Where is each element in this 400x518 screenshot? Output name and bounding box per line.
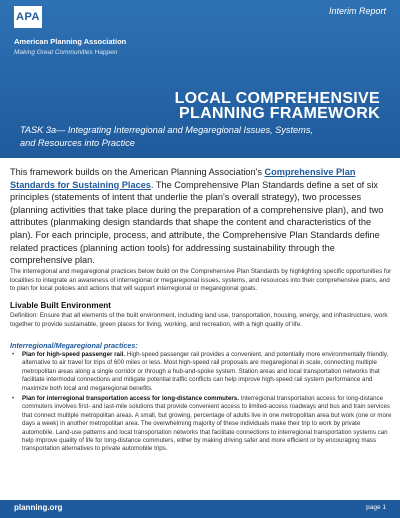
- tagline: Making Great Communities Happen: [14, 49, 118, 56]
- bullet-icon: •: [12, 351, 15, 358]
- practices-list: [10, 351, 392, 456]
- footer-bar: [0, 500, 400, 518]
- practices-paragraph: The interregional and megaregional practices below build on the Comprehensive Plan Standards by highlighting specific opportunities for localities to integrate an awareness of interregional or megaregional issues, systems, and resources into their comprehensive plans, and to plan for local policies and actions that will support interregional or megaregional goals.: [10, 268, 392, 293]
- subtitle-line-2: and Resources into Practice: [20, 137, 135, 148]
- list-item-title: Plan for high-speed passenger rail.: [22, 351, 126, 358]
- title-line-1: LOCAL COMPREHENSIVE: [174, 90, 380, 107]
- practices-subheading: Interregional/Megaregional practices:: [10, 341, 138, 350]
- page-subtitle: [20, 124, 390, 149]
- intro-paragraph: [10, 166, 392, 267]
- title-line-2: PLANNING FRAMEWORK: [179, 104, 380, 122]
- subtitle-line-1: TASK 3a— Integrating Interregional and Megaregional Issues, Systems,: [20, 125, 313, 135]
- intro-text-before: This framework builds on the American Planning Association's: [10, 167, 265, 177]
- section-title: Livable Built Environment: [10, 301, 111, 310]
- list-item: [10, 395, 392, 454]
- list-item: [10, 351, 392, 393]
- standards-link[interactable]: Comprehensive Plan Standards for Sustaining Places: [10, 167, 356, 190]
- list-item-text: High-speed passenger rail provides a convenient, and potentially more environmentally friendly, alternative to air travel for trips of 600 miles or less. Most high-speed rail proposals are megaregional in scale, connecting multiple metropolitan areas along a single corridor or through a hub-and-spoke system. Station areas and local transportation networks that facilitate intermodal connections and mitigate potential traffic conflicts can help improve high-speed rail system performance and maximize both local and megaregional benefits.: [22, 351, 389, 392]
- list-item-title: Plan for interregional transportation access for long-distance commuters.: [22, 395, 239, 403]
- page-number: page 1: [366, 504, 386, 511]
- footer-url[interactable]: planning.org: [14, 503, 63, 512]
- bullet-icon: •: [12, 395, 15, 403]
- apa-logo: APA: [14, 6, 42, 28]
- organization-name: American Planning Association: [14, 37, 127, 46]
- header-band: [0, 0, 400, 158]
- report-label: Interim Report: [328, 6, 386, 16]
- page-title: [80, 92, 380, 121]
- list-item-text: Interregional transportation access for long-distance commuters involves first- and last-mile solutions that provide convenient access to limited-access roadways and bus and train services that connect multiple metropolitan areas. A small, but growing, percentage of adults live in one metropolitan area but work (one or more days a week) in another metropolitan area. The overwhelming majority of these individuals make their trip to work by private automobile. Land-use patterns and local transportation networks that facilitate connections to interregional transportation systems can help improve quality of life for long-distance commuters, either by making driving safer and more efficient or by encouraging mass transportation alternatives to private automobile trips.: [22, 395, 392, 453]
- section-definition: Definition: Ensure that all elements of the built environment, including land use, transportation, housing, energy, and infrastructure, work together to provide sustainable, green places for living, working, and recreation, with a high quality of life.: [10, 312, 388, 328]
- intro-text-after: . The Comprehensive Plan Standards define a set of six principles (statements of intent that underlie the plan's overall strategy), two processes (planning activities that take place during the preparation of a comprehensive plan), and two attributes (planmaking design standards that shape the content and characteristics of the plan). For each principle, process, and attribute, the Comprehensive Plan Standards define related practices (planning action tools) for addressing sustainability through the comprehensive plan.: [10, 179, 384, 266]
